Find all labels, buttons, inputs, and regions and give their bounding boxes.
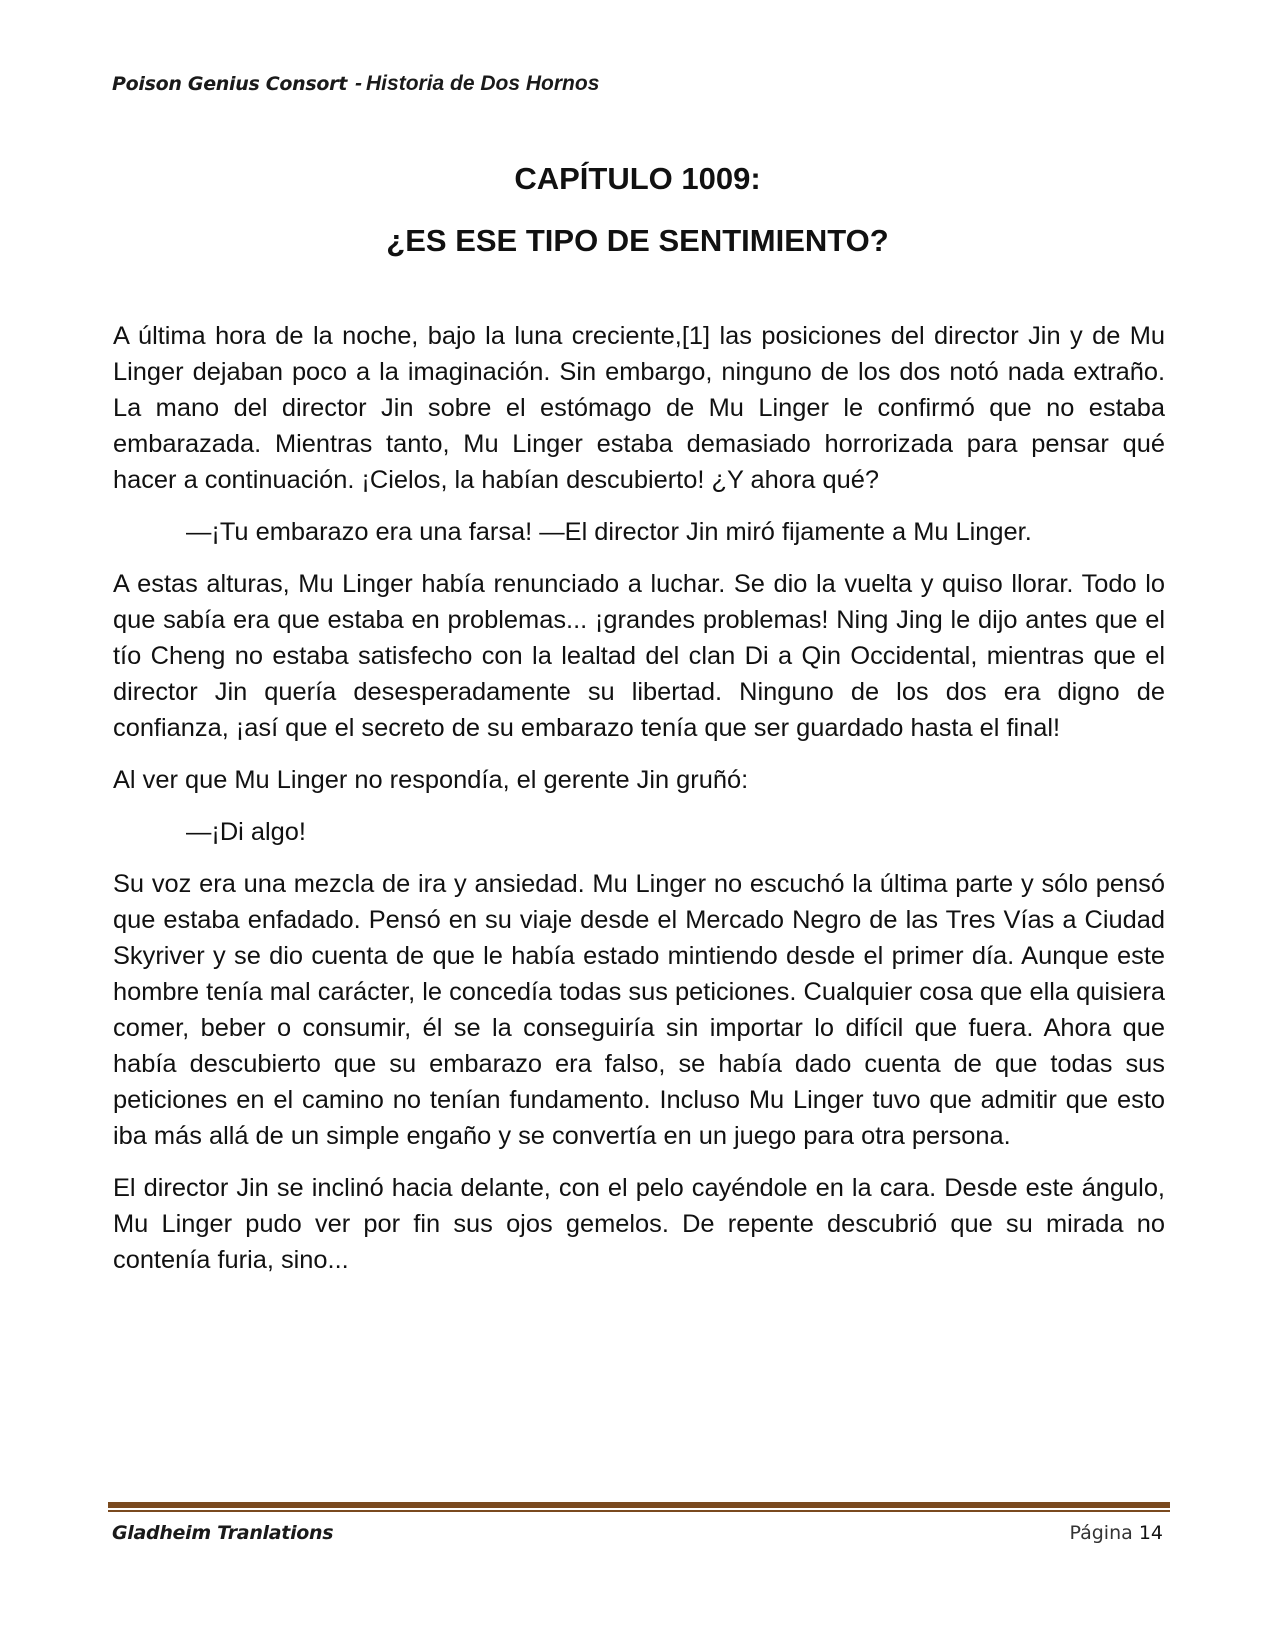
chapter-name: ¿ES ESE TIPO DE SENTIMIENTO? [386, 223, 889, 258]
page-label: Página [1069, 1522, 1133, 1544]
series-title: Poison Genius Consort [112, 73, 348, 95]
dialogue-paragraph: —¡Tu embarazo era una farsa! —El director Jin miró fijamente a Mu Linger. [186, 518, 1032, 546]
page-number [1069, 1522, 1163, 1544]
paragraph: Al ver que Mu Linger no respondía, el gerente Jin gruñó: [113, 766, 749, 794]
footer-publisher: Gladheim Tranlations [112, 1522, 334, 1544]
chapter-title [0, 148, 1275, 272]
page-header [112, 72, 599, 96]
header-dash: - [355, 72, 363, 95]
volume-subtitle: Historia de Dos Hornos [366, 72, 600, 95]
dialogue-paragraph: —¡Di algo! [186, 818, 306, 846]
chapter-number: CAPÍTULO 1009: [514, 161, 761, 196]
footer-rule-thin [108, 1510, 1170, 1512]
page-number-value: 14 [1138, 1522, 1163, 1544]
paragraph: A estas alturas, Mu Linger había renunciado a luchar. Se dio la vuelta y quiso llorar. Todo lo que sabía era que estaba en problemas... ¡grandes problemas! Ning Jing le dijo antes que el tío Cheng no estaba satisfecho con la lealtad del clan Di a Qin Occidental, mientras que el director Jin quería desesperadamente su libertad. Ninguno de los dos era digno de confianza, ¡así que el secreto de su embarazo tenía que ser guardado hasta el final! [113, 570, 1165, 742]
paragraph: Su voz era una mezcla de ira y ansiedad. Mu Linger no escuchó la última parte y sólo pensó que estaba enfadado. Pensó en su viaje desde el Mercado Negro de las Tres Vías a Ciudad Skyriver y se dio cuenta de que le había estado mintiendo desde el primer día. Aunque este hombre tenía mal carácter, le concedía todas sus peticiones. Cualquier cosa que ella quisiera comer, beber o consumir, él se la conseguiría sin importar lo difícil que fuera. Ahora que había descubierto que su embarazo era falso, se había dado cuenta de que todas sus peticiones en el camino no tenían fundamento. Incluso Mu Linger tuvo que admitir que esto iba más allá de un simple engaño y se convertía en un juego para otra persona. [113, 870, 1165, 1150]
paragraph: A última hora de la noche, bajo la luna creciente,[1] las posiciones del director Jin y de Mu Linger dejaban poco a la imaginación. Sin embargo, ninguno de los dos notó nada extraño. La mano del director Jin sobre el estómago de Mu Linger le confirmó que no estaba embarazada. Mientras tanto, Mu Linger estaba demasiado horrorizada para pensar qué hacer a continuación. ¡Cielos, la habían descubierto! ¿Y ahora qué? [113, 322, 1165, 494]
paragraph: El director Jin se inclinó hacia delante, con el pelo cayéndole en la cara. Desde este ángulo, Mu Linger pudo ver por fin sus ojos gemelos. De repente descubrió que su mirada no contenía furia, sino... [113, 1174, 1165, 1274]
chapter-body [113, 318, 1165, 1294]
footer-rule [108, 1502, 1170, 1508]
